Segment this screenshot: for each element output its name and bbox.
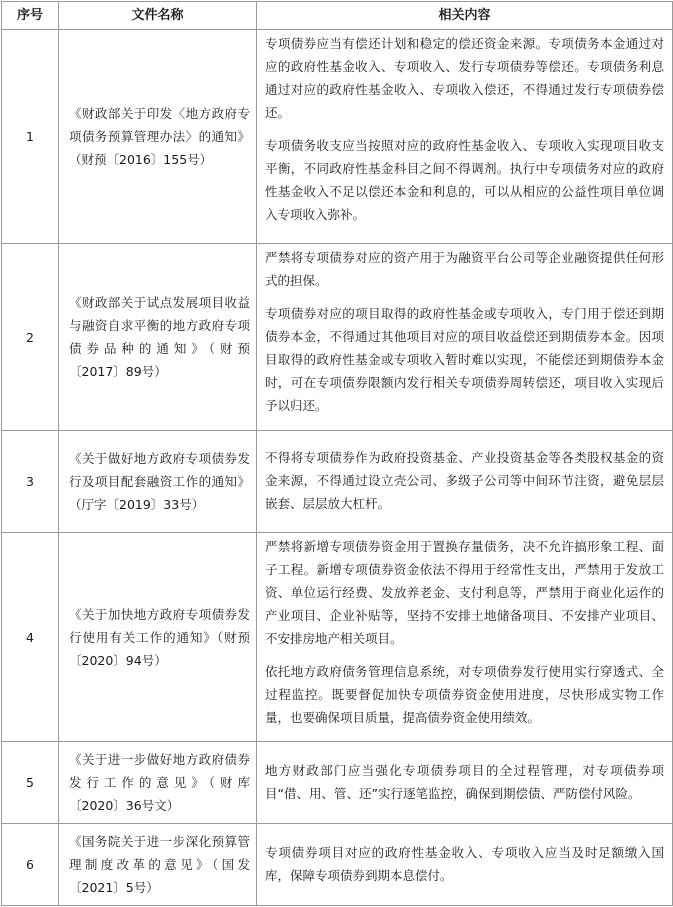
table-row (2, 244, 673, 431)
row-number: 6 (2, 824, 59, 906)
table-row (2, 431, 673, 533)
content-paragraph: 专项债务收支应当按照对应的政府性基金收入、专项收入实现项目收支平衡，不同政府性基金科目之间不得调剂。执行中专项债务对应的政府性基金收入不足以偿还本金和利息的，可以从相应的公益性项目单位调入专项收入弥补。 (265, 138, 664, 222)
document-name: 《关于加快地方政府专项债券发行使用有关工作的通知》（财预〔2020〕94号） (59, 533, 257, 742)
document-name: 《关于做好地方政府专项债券发行及项目配套融资工作的通知》（厅字〔2019〕33号） (59, 431, 257, 533)
related-content (257, 533, 673, 742)
table-header-row (2, 2, 673, 30)
document-name: 《财政部关于印发〈地方政府专项债务预算管理办法〉的通知》（财预〔2016〕155号） (59, 30, 257, 244)
content-paragraph: 专项债券项目对应的政府性基金收入、专项收入应当及时足额缴入国库，保障专项债券到期本息偿付。 (265, 844, 664, 883)
related-content (257, 742, 673, 824)
content-paragraph: 地方财政部门应当强化专项债券项目的全过程管理，对专项债券项目“借、用、管、还”实行逐笔监控，确保到期偿债、严防偿付风险。 (265, 762, 664, 801)
content-paragraph: 严禁将新增专项债券资金用于置换存量债务，决不允许搞形象工程、面子工程。新增专项债券资金依法不得用于经常性支出，严禁用于发放工资、单位运行经费、发放养老金、支付利息等，严禁用于商业化运作的产业项目、企业补贴等，坚持不安排土地储备项目、不安排产业项目、不安排房地产相关项目。 (265, 539, 664, 646)
document-name: 《关于进一步做好地方政府债券发行工作的意见》（财库〔2020〕36号文） (59, 742, 257, 824)
policy-table (1, 1, 673, 906)
row-number: 3 (2, 431, 59, 533)
header-number: 序号 (2, 2, 59, 30)
table-row (2, 824, 673, 906)
row-number: 5 (2, 742, 59, 824)
header-document-name: 文件名称 (59, 2, 257, 30)
content-paragraph: 严禁将专项债券对应的资产用于为融资平台公司等企业融资提供任何形式的担保。 (265, 250, 664, 288)
content-paragraph: 专项债券应当有偿还计划和稳定的偿还资金来源。专项债务本金通过对应的政府性基金收入、专项收入、发行专项债券等偿还。专项债务利息通过对应的政府性基金收入、专项收入偿还，不得通过发行专项债券偿还。 (265, 36, 664, 120)
table-row (2, 30, 673, 244)
table-row (2, 533, 673, 742)
content-paragraph: 依托地方政府债务管理信息系统，对专项债券发行使用实行穿透式、全过程监控。既要督促加快专项债券资金使用进度，尽快形成实物工作量，也要确保项目质量，提高债券资金使用绩效。 (265, 664, 664, 725)
related-content (257, 30, 673, 244)
document-name: 《国务院关于进一步深化预算管理制度改革的意见》（国发〔2021〕5号） (59, 824, 257, 906)
related-content (257, 244, 673, 431)
row-number: 2 (2, 244, 59, 431)
document-name: 《财政部关于试点发展项目收益与融资自求平衡的地方政府专项债券品种的通知》（财预〔2017〕89号） (59, 244, 257, 431)
table-row (2, 742, 673, 824)
row-number: 1 (2, 30, 59, 244)
content-paragraph: 专项债券对应的项目取得的政府性基金或专项收入，专门用于偿还到期债券本金，不得通过其他项目对应的项目收益偿还到期债券本金。因项目取得的政府性基金或专项收入暂时难以实现，不能偿还到期债券本金时，可在专项债券限额内发行相关专项债券周转偿还，项目收入实现后予以归还。 (265, 306, 664, 413)
content-paragraph: 不得将专项债券作为政府投资基金、产业投资基金等各类股权基金的资金来源，不得通过设立壳公司、多级子公司等中间环节注资，避免层层嵌套、层层放大杠杆。 (265, 450, 664, 511)
related-content (257, 431, 673, 533)
header-related-content: 相关内容 (257, 2, 673, 30)
related-content (257, 824, 673, 906)
row-number: 4 (2, 533, 59, 742)
